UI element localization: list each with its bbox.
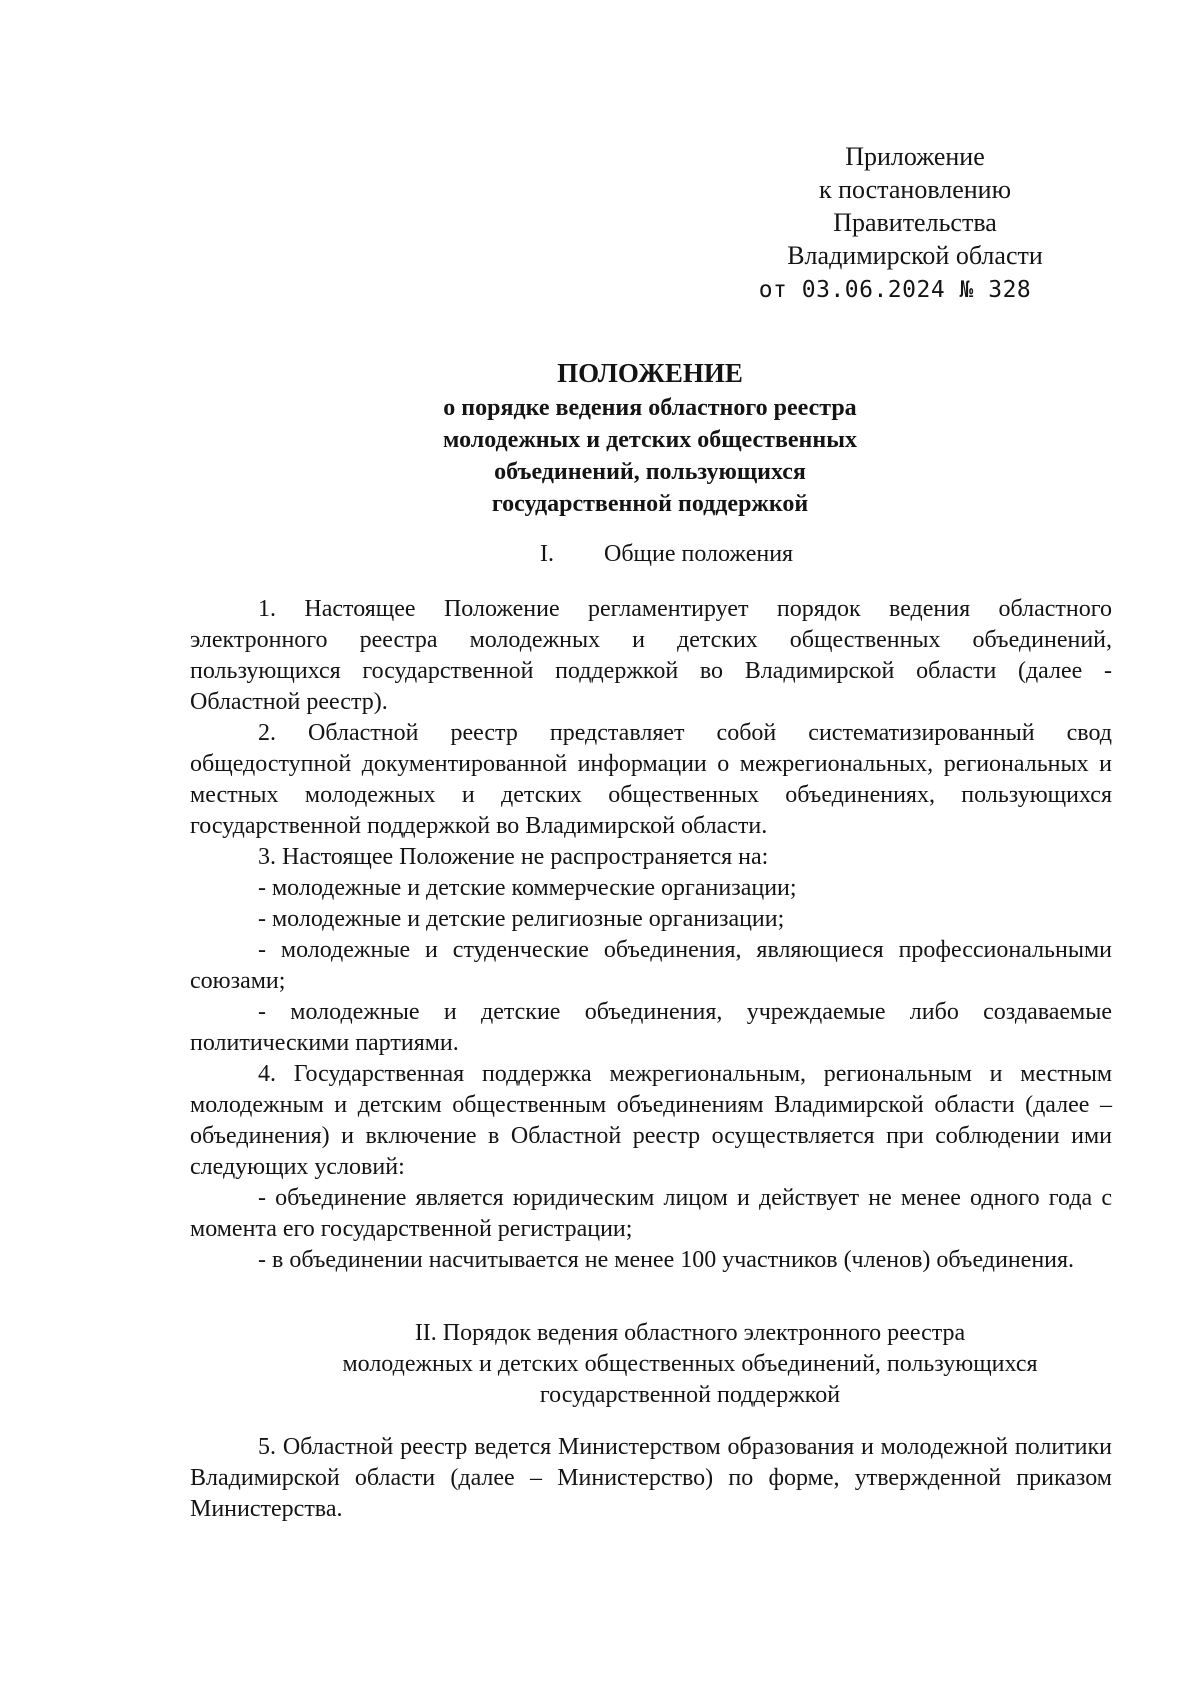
- section-heading-line: государственной поддержкой: [539, 1382, 841, 1408]
- annex-block: [758, 140, 1060, 307]
- title-main: ПОЛОЖЕНИЕ: [557, 358, 743, 388]
- section-2-body: [190, 1432, 1112, 1525]
- annex-line: Правительства: [833, 208, 997, 237]
- list-item: - объединение является юридическим лицом и действует не менее одного года с момента его государственной регистрации;: [190, 1185, 1112, 1242]
- paragraph: 3. Настоящее Положение не распространяется на:: [258, 844, 769, 870]
- list-item: - молодежные и детские объединения, учреждаемые либо создаваемые политическими партиями.: [190, 999, 1112, 1056]
- section-1-body: [190, 594, 1112, 1276]
- document-title: [300, 355, 1000, 520]
- paragraph: 5. Областной реестр ведется Министерством образования и молодежной политики Владимирской области (далее – Министерство) по форме, утвержденной приказом Министерства.: [190, 1434, 1112, 1522]
- annex-line: Владимирской области: [787, 241, 1043, 270]
- list-item: - в объединении насчитывается не менее 100 участников (членов) объединения.: [258, 1247, 1075, 1273]
- title-subtitle-line: объединений, пользующихся: [494, 459, 806, 485]
- list-item: - молодежные и детские коммерческие организации;: [258, 875, 797, 901]
- paragraph: 1. Настоящее Положение регламентирует порядок ведения областного электронного реестра молодежных и детских общественных объединений, пользующихся государственной поддержкой во Владимирской области (далее - Областной реестр).: [190, 596, 1112, 715]
- section-heading-2: [290, 1318, 1090, 1411]
- annex-line: к постановлению: [818, 175, 1012, 204]
- title-subtitle-line: государственной поддержкой: [491, 491, 809, 517]
- list-item: - молодежные и детские религиозные организации;: [258, 906, 785, 932]
- date-number-stamp: от 03.06.2024 № 328: [758, 277, 1032, 303]
- section-heading-1: [540, 538, 793, 570]
- annex-line: Приложение: [845, 142, 985, 171]
- section-heading-line: молодежных и детских общественных объединений, пользующихся: [342, 1351, 1038, 1377]
- section-number: I.: [540, 541, 554, 567]
- section-heading-line: II. Порядок ведения областного электронного реестра: [414, 1320, 966, 1346]
- paragraph: 4. Государственная поддержка межрегиональным, региональным и местным молодежным и детским общественным объединениям Владимирской области (далее – объединения) и включение в Областной реестр осуществляется при соблюдении ими следующих условий:: [190, 1061, 1112, 1180]
- paragraph: 2. Областной реестр представляет собой систематизированный свод общедоступной документированной информации о межрегиональных, региональных и местных молодежных и детских общественных объединениях, пользующихся государственной поддержкой во Владимирской области.: [190, 720, 1112, 839]
- title-subtitle-line: о порядке ведения областного реестра: [443, 395, 857, 421]
- title-subtitle-line: молодежных и детских общественных: [443, 427, 857, 453]
- section-title: Общие положения: [604, 541, 794, 567]
- list-item: - молодежные и студенческие объединения, являющиеся профессиональными союзами;: [190, 937, 1112, 994]
